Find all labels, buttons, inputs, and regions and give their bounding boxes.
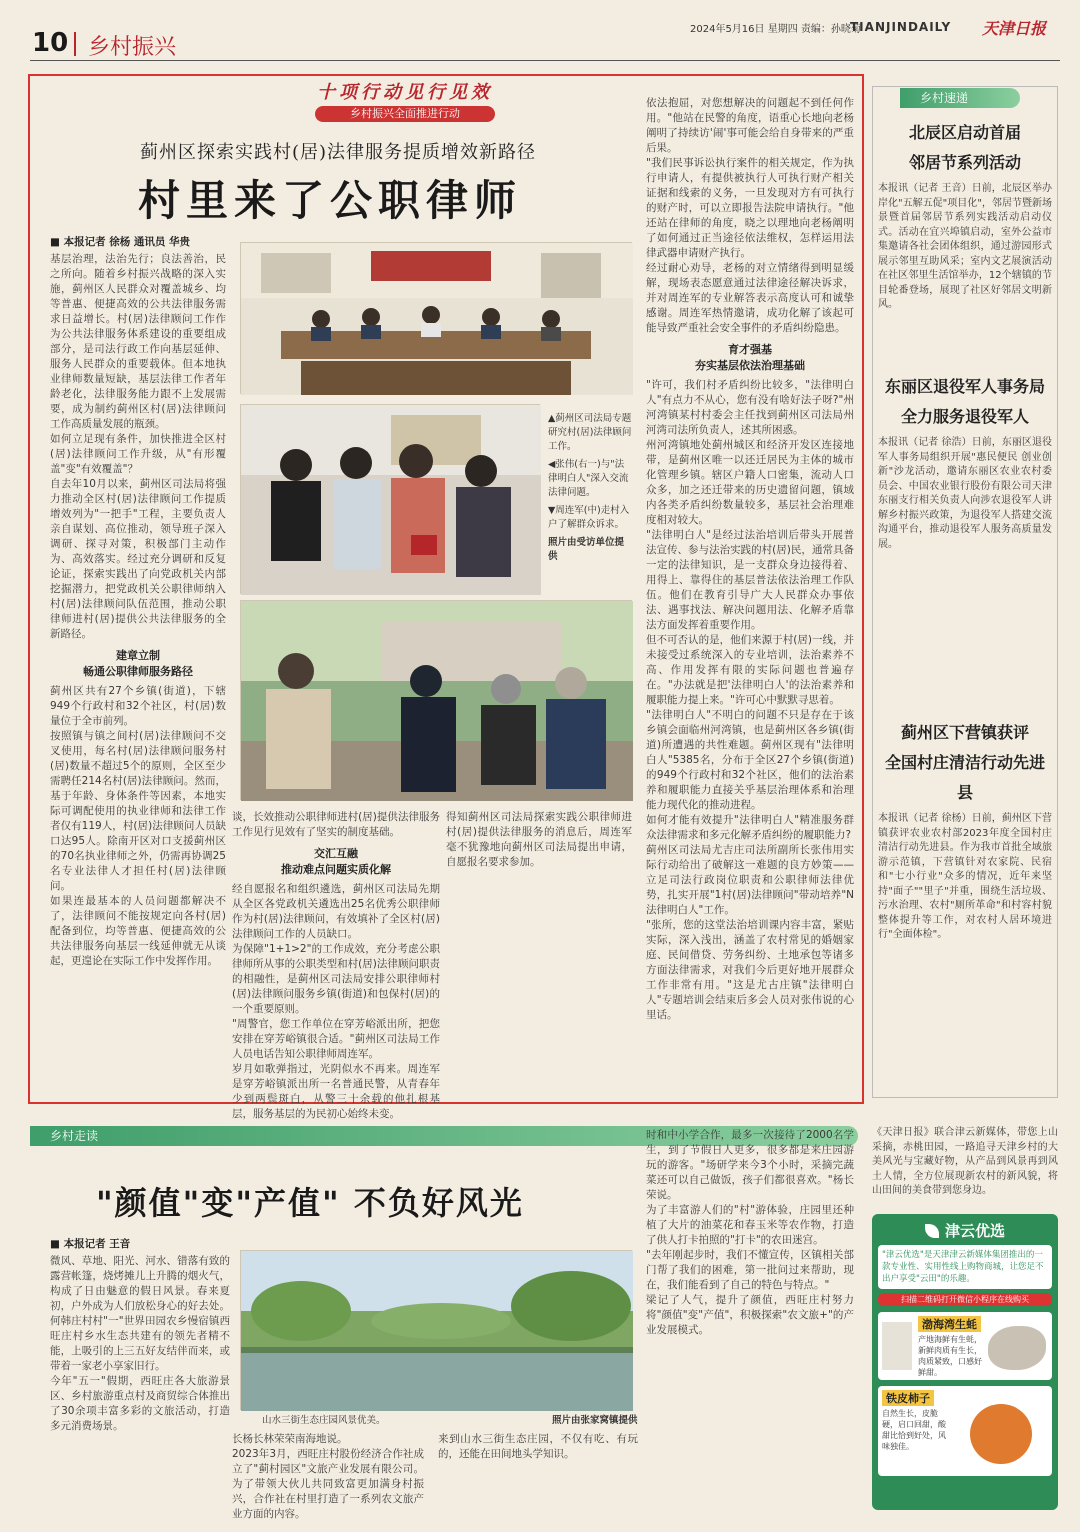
caption-text: ▼周连军(中)走村入户了解群众诉求。	[548, 505, 630, 530]
paragraph: 为保障"1+1>2"的工作成效，充分考虑公职律师所从事的公职类型和村(居)法律顾问职责的相融性，是蓟州区司法局安排公职律师村(居)法律顾问服务乡镇(街道)和包保村(居)的一个重要原则。	[232, 943, 440, 1015]
photo-credit: 照片由张家窝镇提供	[552, 1415, 638, 1426]
subheading	[646, 342, 854, 374]
story-title: 全力服务退役军人	[900, 407, 1029, 426]
paragraph: "法律明白人"是经过法治培训后带头开展普法宣传、参与法治实践的村(居)民，通常具备一定的法律知识，是一支群众身边接得着、用得上、靠得住的基层普法依法治理工作队伍。他们在教育引导广大人民群众办事依法、遇事找法、解决问题用法、化解矛盾靠法方面发挥着重要作用。	[646, 529, 854, 631]
photo-caption: 山水三街生态庄园风景优美。	[262, 1415, 386, 1426]
brand-description: "津云优选"是天津津云新媒体集团推出的一款专业性、实用性线上购物商城，让您足不出户享受"云田"的乐趣。	[878, 1245, 1052, 1289]
caption-text: ▲蓟州区司法局专题研究村(居)法律顾问工作。	[548, 413, 632, 452]
paragraph: 长杨长林荣荣南海地说。	[232, 1433, 348, 1445]
product-title: 铁皮柿子	[882, 1390, 934, 1406]
qr-hint: 扫描二维码打开微信小程序在线购买	[878, 1293, 1052, 1306]
campaign-title: 十项行动见行见效	[317, 82, 493, 103]
story-title: 东丽区退役军人事务局	[884, 377, 1045, 396]
lead-headline: 村里来了公职律师	[138, 176, 523, 225]
subheading-line: 畅通公职律师服务路径	[83, 665, 193, 678]
caption-text: ◀张伟(右一)与"法律明白人"深入交流法律问题。	[548, 459, 629, 498]
paragraph: 按照镇与镇之间村(居)法律顾问不交叉使用，每名村(居)法律顾问服务村(居)数量不超过5个的原则，全区至少需聘任214名村(居)法律顾问。然而，基于年龄、身体条件等因素，本地实际可调配使用的执业律师和法律工作者仅有119人，村(居)法律顾问人员缺口达95人。除南开区对口支援蓟州区的70名执业律师之外，仍需再协调25名专业法律人才担任村(居)法律顾问。	[50, 730, 226, 892]
paragraph: "去年刚起步时，我们不懂宣传，区镇相关部门帮了我们的困难，第一批问过来帮助，现在，我们能看到了自己的特色与特点。"	[646, 1249, 854, 1291]
page-number: 10	[32, 28, 69, 58]
paragraph: 来到山水三街生态庄园，不仅有吃、有玩的，还能在田间地头学知识。	[438, 1433, 638, 1460]
bottom-column-3	[438, 1432, 638, 1518]
lead-kicker: 蓟州区探索实践村(居)法律服务提质增效新路径	[140, 142, 537, 163]
ad-intro: 《天津日报》联合津云新媒体，带您上山采摘，赤桃田园，一路追寻天津乡村的大美风光与宝藏好物，从产品到风景再到风土人情，全方位展现新农村的新风貌，将山田间的美食带到您身边。	[872, 1127, 1058, 1196]
paragraph: 如何立足现有条件，加快推进全区村(居)法律顾问工作升级，从"有形覆盖"变"有效覆盖"？	[50, 433, 226, 475]
bottom-tag: 乡村走读	[30, 1126, 858, 1146]
paragraph: "张所，您的这堂法治培训课内容丰富，紧贴实际，深入浅出，涵盖了农村常见的婚姻家庭、民间借贷、劳务纠纷、土地承包等诸多方面法律需求，对我们今后更好地开展群众工作非常有用。"这是尤古庄镇"法律明白人"专题培训会结束后多会人员对张伟说的心里话。	[646, 919, 854, 1021]
bottom-byline: ■ 本报记者 王音	[50, 1238, 131, 1250]
product-frame-icon	[882, 1322, 912, 1370]
product-text: 产地海鲜有生蚝，新鲜肉质有生长，肉质紧致，口感好鲜甜。	[918, 1335, 982, 1377]
story-title: 北辰区启动首届	[908, 123, 1021, 142]
subheading-line: 推动难点问题实质化解	[281, 863, 391, 876]
paragraph: 2023年3月，西旺庄村股份经济合作社成立了"蓟村园区"文旅产业发展有限公司。为了带领大伙儿共同致富更加满身村振兴，合作社在村里打造了一系列农文旅产业方面的内容。	[232, 1448, 424, 1520]
paragraph: 如何才能有效提升"法律明白人"精准服务群众法律需求和多元化解矛盾纠纷的履职能力?	[646, 814, 854, 841]
paragraph: 微风、草地、阳光、河水、错落有致的露营帐篷，烧烤摊儿上升腾的烟火气，构成了日由魅意的假日风景。春来夏初，户外成为人们放松身心的好去处。何韩庄村村"一"世界田园农乡慢宿镇西旺庄村乡水生态共建有的领先者精不能，上吸引的上三五好友结伴而来，或带着一家老小享家旧行。	[50, 1255, 230, 1372]
paragraph: 为了丰富游人们的"村"游体验，庄园里还种植了大片的油菜花和春玉米等农作物，打造了供人打卡拍照的"打卡"的农田迷宫。	[646, 1204, 854, 1246]
paragraph: 州河湾镇地处蓟州城区和经济开发区连接地带，是蓟州区唯一以还迁居民为主体的城市化管理乡镇。辖区户籍人口密集，流动人口众多，加之还迁带来的历史遗留问题，镇域内各类矛盾纠纷数量较多，基层社会治理难度相对较大。	[646, 439, 854, 526]
subheading-line: 育才强基	[728, 343, 772, 356]
subheading-line: 交汇互融	[314, 847, 358, 860]
brand-name: 津云优选	[944, 1222, 1005, 1240]
story-text: 本报讯（记者 徐杨）日前，蓟州区下营镇获评农业农村部2023年度全国村庄清洁行动先进县。作为我市首批全域旅游示范镇，下营镇针对农家院、民宿和"七小行业"众多的情况，近年来坚持"面子""里子"并重，围绕生活垃圾、污水治理、农村"厕所革命"和村容村貌整体提升等工作，对农村人居环境进行"全面体检"。	[878, 813, 1052, 940]
paragraph: 经自愿报名和组织遴选，蓟州区司法局先期从全区各党政机关遴选出25名优秀公职律师作为村(居)法律顾问，有效填补了全区村(居)法律顾问工作的人员缺口。	[232, 883, 440, 940]
story-title: 全国村庄清洁行动先进县	[884, 753, 1045, 802]
photo-credit: 照片由受访单位提供	[548, 537, 625, 562]
lead-byline: ■ 本报记者 徐杨 通讯员 华贵	[50, 236, 191, 248]
police-visit-illustration	[241, 601, 633, 801]
photo-meeting	[240, 242, 632, 394]
paragraph: 谈，长效推动公职律师进村(居)提供法律服务工作见行见效有了坚实的制度基础。	[232, 811, 440, 838]
paragraph: 今年"五一"假期，西旺庄各大旅游景区、乡村旅游重点村及商贸综合体推出了30余项丰富多彩的文旅活动，打造多元消费场景。	[50, 1375, 230, 1432]
photo-landscape	[240, 1250, 632, 1410]
bottom-column-4	[646, 1128, 854, 1518]
paper-logo: 天津日报	[982, 19, 1047, 38]
paper-name-en: TIANJINDAILY	[850, 20, 952, 34]
sidebar-story-3	[878, 718, 1052, 1112]
bottom-headline: "颜值"变"产值" 不负好风光	[96, 1184, 524, 1222]
paragraph: 蓟州区共有27个乡镇(街道)，下辖949个行政村和32个社区，村(居)数量位于全市前列。	[50, 685, 226, 727]
photo-police-visit	[240, 600, 632, 800]
paragraph: 依法抱屈，对您想解决的问题起不到任何作用。"他站在民警的角度，语重心长地向老杨阐明了持续访'闹'事可能会给自身带来的严重后果。	[646, 97, 854, 154]
product-title: 渤海湾生蚝	[918, 1316, 981, 1332]
persimmon-image	[970, 1404, 1032, 1464]
bottom-column-1	[50, 1254, 230, 1518]
oyster-image	[988, 1326, 1046, 1370]
leaf-icon	[925, 1224, 939, 1238]
paragraph: 经过耐心劝导，老杨的对立情绪得到明显缓解，现场表态愿意通过法律途径解决诉求，并对周连军的专业解答表示高度认可和诚挚感谢。周连军热情邀请，成功化解了该起可能导致严重社会安全事件的矛盾纠纷隐患。	[646, 262, 854, 334]
lead-column-4	[646, 96, 854, 1098]
brand-logo	[878, 1220, 1052, 1241]
campaign-banner	[270, 78, 540, 124]
sidebar-story-1	[878, 118, 1052, 358]
paragraph: "许可，我们村矛盾纠纷比较多，"法律明白人"有点力不从心，您有没有啥好法子呀?"州河湾镇某村村委会主任找到蓟州区司法局州河湾司法所负责人，述其所困惑。	[646, 379, 854, 436]
paragraph: 但不可否认的是，他们来源于村(居)一线，并未接受过系统深入的专业培训，法治素养不高、作用发挥有限的实际问题也普遍存在。"办法就是把'法律明白人'的法治素养和履职能力提上来。"许可心中默默寻思着。	[646, 634, 854, 706]
paragraph: "法律明白人"不明白的问题不只是存在于该乡镇会面临州河湾镇，也是蓟州区各乡镇(街道)所遭遇的共性难题。蓟州区现有"法律明白人"5385名，分布于全区27个乡镇(街道)的949个行政村和32个社区，他们的法治素养和履职能力直接关乎基层治理体系和治理能力现代化的推动进程。	[646, 709, 854, 811]
product-text: 自然生长，皮脆硬，启口回甜，酸甜比恰到好处，风味独佳。	[882, 1409, 946, 1451]
paragraph: 时和中小学合作，最多一次接待了2000名学生，到了节假日人更多，很多都是来庄园游玩的游客。"场研学来今3个小时，采摘完蔬菜还可以自己做饭，孩子们都很喜欢。"杨长荣说。	[646, 1129, 854, 1201]
paragraph: "我们民事诉讼执行案件的相关规定，作为执行申请人，有提供被执行人可执行财产相关证据和线索的义务，一旦发现对方有可执行的财产时，可以立即报告法院申请执行。"他还站在律师的角度，晓之以理地向老杨阐明了如何通过正当途径依法维权，怎样运用法律武器申请财产执行。	[646, 157, 854, 259]
meeting-illustration	[241, 243, 633, 395]
paragraph: 得知蓟州区司法局探索实践公职律师进村(居)提供法律服务的消息后，周连军毫不犹豫地向蓟州区司法局提出申请，自愿报名要求参加。	[446, 811, 632, 868]
lead-column-1	[50, 252, 226, 1097]
subheading	[232, 846, 440, 878]
photo-consultation	[240, 404, 540, 594]
product-row[interactable]	[878, 1312, 1052, 1380]
product-row[interactable]	[878, 1386, 1052, 1476]
landscape-illustration	[241, 1251, 633, 1411]
ad-panel	[872, 1126, 1058, 1520]
consultation-illustration	[241, 405, 541, 595]
subheading-line: 夯实基层依法治理基础	[695, 359, 805, 372]
paragraph: "周警官，您工作单位在穿芳峪派出所，把您安排在穿芳峪镇很合适。"蓟州区司法局工作人员电话告知公职律师周连军。	[232, 1018, 440, 1060]
lead-column-2	[232, 810, 440, 1120]
section-name: 乡村振兴	[88, 35, 177, 60]
story-text: 本报讯（记者 徐浩）日前，东丽区退役军人事务局组织开展"惠民便民 创业创新"沙龙活动，邀请东丽区农业农村委员会、中国农业银行股份有限公司天津东丽支行相关负责人向涉农退役军人讲解乡村振兴政策，为退役军人搭建交流沟通平台，推动退役军人服务高质量发展。	[878, 437, 1052, 550]
subheading-line: 建章立制	[116, 649, 160, 662]
ad-box	[872, 1214, 1058, 1510]
paragraph: 基层治理，法治先行；良法善治，民之所向。随着乡村振兴战略的深入实施，蓟州区人民群众对覆盖城乡、均等普惠、便捷高效的公共法律服务需求日益增长。村(居)法律顾问工作作为公共法律服务体系建设的重要组成部分，是司法行政工作向基层延伸、服务人民群众的重要载体。但本地执业律师数量短缺，基层法律工作者年龄老化，法律服务能力跟不上发展需要，成为制约蓟州区村(居)法律顾问工作高质量发展的瓶颈。	[50, 253, 226, 430]
paragraph: 梁记了人气，提升了颜值，西旺庄村努力将"颜值"变"产值"，积极探索"农文旅+"的产业发展模式。	[646, 1294, 854, 1336]
paragraph: 蓟州区司法局尤吉庄司法所副所长张伟用实际行动给出了破解这一难题的良方妙策——立足司法行政岗位职责和公职律师法律优势，扎实开展"1村(居)法律顾问"带动培养"N法律明白人"工作。	[646, 844, 854, 916]
subheading	[50, 648, 226, 680]
header-rule	[30, 60, 1060, 61]
bottom-column-2	[232, 1432, 424, 1518]
story-title: 邻居节系列活动	[908, 153, 1021, 172]
date-line: 2024年5月16日 星期四 责编：孙晓菊	[690, 24, 861, 35]
campaign-subtitle: 乡村振兴全面推进行动	[315, 106, 495, 122]
sidebar-story-2	[878, 372, 1052, 698]
story-text: 本报讯（记者 王音）日前，北辰区举办岸化"五解五促"项目化"，邻居节暨新场景暨首届邻居节系列实践活动启动仪式。活动在宜兴埠镇启动，室外公益市集邀请各社会团体组织，通过游园形式展示邻里互助风采；室内文艺展演活动在社区邻里生活馆举办，12个辖镇的节目轮番登场，展现了社区好邻居文明新风。	[878, 183, 1052, 310]
paragraph: 自去年10月以来，蓟州区司法局将强力推动全区村(居)法律顾问工作提质增效列为"一把手"工程，主要负责人亲自谋划、高位推动，领导班子深入调研、探寻对策，积极部门主动作为、高效落实。经过充分调研和反复论证，探索实践出了向党政机关内部挖掘潜力，把党政机关公职律师纳入村(居)法律顾问队伍范围，推动公职律师进村(居)提供公共法律服务的全新路径。	[50, 478, 226, 640]
paragraph: 岁月如歌弹指过，光阴似水不再来。周连军是穿芳峪镇派出所一名普通民警，从青春年少到两鬓斑白，从警三十余载的他扎根基层，服务基层的为民初心始终未变。	[232, 1063, 440, 1120]
sidebar-tag: 乡村速递	[900, 88, 1020, 108]
story-title: 蓟州区下营镇获评	[900, 723, 1029, 742]
header-divider	[74, 32, 76, 56]
lead-column-3	[446, 810, 632, 1098]
page-header	[0, 0, 1080, 64]
paragraph: 如果连最基本的人员问题都解决不了，法律顾问不能按规定向各村(居)配备到位，均等普惠、便捷高效的公共法律服务向基层一线延伸就无从谈起，更遑论在实际工作中发挥作用。	[50, 895, 226, 967]
photo-caption	[548, 412, 632, 564]
